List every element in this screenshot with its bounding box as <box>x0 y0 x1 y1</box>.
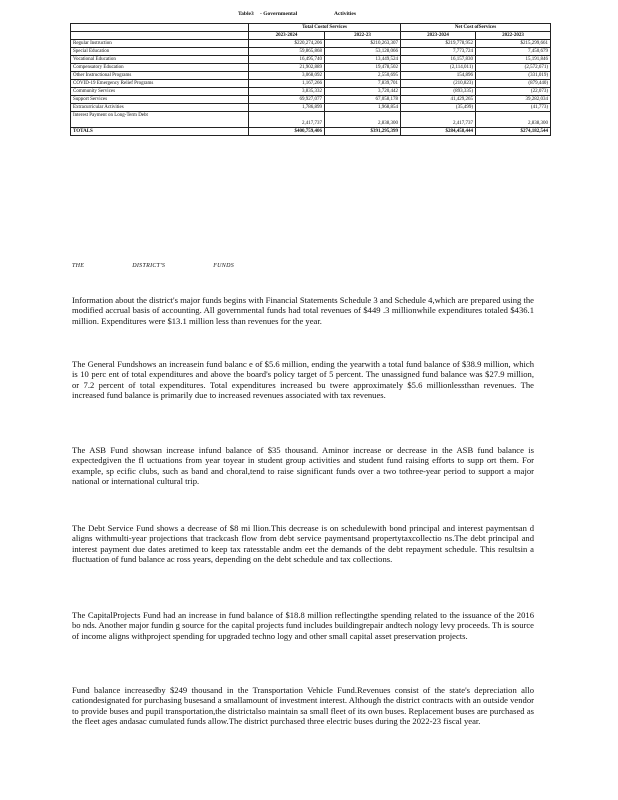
table-row <box>71 80 551 88</box>
paragraph-transportation-fund: Fund balance increasedby $249 thousand in the Transportation Vehicle Fund.Revenues consist of the state's depreciation allo cationdesignated for purchasing busesand a smallamount of investment interest. Although the district contracts with an outside vendor to provide buses and pupil transportation,the districtalso maintain sa small fleet of its own buses. Replacement buses are purchased as the fleet ages andasac cumulated funds allow.The district purchased three electric buses during the 2022-23 fiscal year. <box>72 684 534 727</box>
row-label: Compensatory Education <box>71 64 249 72</box>
cell-value: 2,838,300 <box>325 112 401 128</box>
year-header: 2022-2023 <box>476 32 551 40</box>
cell-value: 16,157,830 <box>401 56 476 64</box>
cell-value: 41,429,265 <box>401 96 476 104</box>
year-header: 2022-23 <box>325 32 401 40</box>
table-number: Table3 <box>238 11 254 17</box>
row-label: COVID-19 Emergency Relief Programs <box>71 80 249 88</box>
table-row <box>71 96 551 104</box>
row-label: Support Services <box>71 96 249 104</box>
table-year-header-row <box>71 32 551 40</box>
cell-value: 67,058,178 <box>325 96 401 104</box>
cell-value: 7,450,679 <box>476 48 551 56</box>
group-total-cost: Total Costof Services <box>249 24 401 32</box>
cell-value: (893,335) <box>401 88 476 96</box>
table-title-governmental: - Governmental <box>260 11 298 17</box>
cell-value: 15,191,846 <box>476 56 551 64</box>
cell-value: 3,835,332 <box>249 88 325 96</box>
table-row <box>71 104 551 112</box>
paragraph-debt-service-fund: The Debt Service Fund shows a decrease of $8 mi llion.This decrease is on schedulewith bond principal and interest paymentsan d aligns withmulti-year projections that trackcash flow from debt service paymentsand propertytaxcollectio ns.The debt principal and interest payment due dates aretimed to keep tax ratesstable andm eet the demands of the debt repayment schedule. This resultsin a fluctuation of fund balance ac ross years, depending on the debt schedule and tax collections. <box>72 522 534 565</box>
table-row <box>71 40 551 48</box>
cell-value: $220,274,206 <box>249 40 325 48</box>
cell-value: 2,550,695 <box>325 72 401 80</box>
row-label: Extracurricular Activities <box>71 104 249 112</box>
cell-value: 1,968,854 <box>325 104 401 112</box>
totals-row <box>71 128 551 136</box>
row-label: Special Education <box>71 48 249 56</box>
cell-value: 3,068,092 <box>249 72 325 80</box>
cell-value: 13,449,524 <box>325 56 401 64</box>
total-value: $274,182,544 <box>476 128 551 136</box>
cell-value: 1,786,899 <box>249 104 325 112</box>
table-title-activities: Activities <box>334 11 356 17</box>
cell-value: 2,838,300 <box>476 112 551 128</box>
heading-word: THE <box>72 263 85 269</box>
cell-value: $219,778,952 <box>401 40 476 48</box>
cell-value: 19,478,502 <box>325 64 401 72</box>
row-label: Interest Payment on Long-Term Debt <box>71 112 249 128</box>
cell-value: 7,839,701 <box>325 80 401 88</box>
cell-value: 154,896 <box>401 72 476 80</box>
cell-value: (35,499) <box>401 104 476 112</box>
row-label: Community Services <box>71 88 249 96</box>
table-row <box>71 48 551 56</box>
total-value: $391,295,399 <box>325 128 401 136</box>
governmental-activities-table <box>70 23 551 136</box>
cell-value: (41,773) <box>476 104 551 112</box>
cell-value: (331,019) <box>476 72 551 80</box>
paragraph-overview: Information about the district's major funds begins with Financial Statements Schedule 3 and Schedule 4,which are prepared using the modified accrual basis of accounting. All governmental funds had total revenues of $449 .3 millionwhile expenditures totaled $436.1 million. Expenditures were $13.1 million less than revenues for the year. <box>72 294 534 326</box>
cell-value: $210,263,307 <box>325 40 401 48</box>
cell-value: $215,299,661 <box>476 40 551 48</box>
cell-value: 2,417,737 <box>401 112 476 128</box>
table-row <box>71 72 551 80</box>
cell-value: (2,114,011) <box>401 64 476 72</box>
row-label: Vocational Education <box>71 56 249 64</box>
total-value: $284,458,444 <box>401 128 476 136</box>
cell-value: (879,440) <box>476 80 551 88</box>
table-group-header-row <box>71 24 551 32</box>
section-heading <box>72 263 282 269</box>
year-header: 2023-2024 <box>249 32 325 40</box>
total-value: $400,759,406 <box>249 128 325 136</box>
cell-value: (210,823) <box>401 80 476 88</box>
cell-value: 7,773,724 <box>401 48 476 56</box>
paragraph-general-fund: The General Fundshows an increasein fund balanc e of $5.6 million, ending the yearwith a total fund balance of $38.9 million, which is 10 perc ent of total expenditures and above the board's policy target of 5 percent. The unassigned fund balance was $27.9 million, or 7.2 percent of total expenditures. Total expenditures increased bu twere approximately $5.6 millionlessthan revenues. The increased fund balance is primarily due to increased revenues associated with tax revenues. <box>72 358 534 401</box>
year-header: 2023-2024 <box>401 32 476 40</box>
heading-word: DISTRICT'S <box>132 263 166 269</box>
cell-value: 1,167,266 <box>249 80 325 88</box>
table-row <box>71 112 551 128</box>
cell-value: 69,927,077 <box>249 96 325 104</box>
cell-value: 59,865,868 <box>249 48 325 56</box>
paragraph-capital-projects-fund: The CapitalProjects Fund had an increase in fund balance of $18.8 million reflectingthe spending related to the issuance of the 2016 bo nds. Another major fundin g source for the capital projects fund includes buildingrepair andtech nology levy proceeds. Th is source of income aligns withproject spending for upgraded techno logy and other small capital asset preservation projects. <box>72 609 534 641</box>
corner-cell <box>71 24 249 32</box>
heading-word: FUNDS <box>213 263 235 269</box>
cell-value: 53,128,066 <box>325 48 401 56</box>
table-caption <box>70 11 550 23</box>
cell-value: 3,720,442 <box>325 88 401 96</box>
cell-value: 39,282,034 <box>476 96 551 104</box>
row-label: Regular Instruction <box>71 40 249 48</box>
cell-value: 2,417,737 <box>249 112 325 128</box>
cell-value: 21,902,889 <box>249 64 325 72</box>
cell-value: (2,572,671) <box>476 64 551 72</box>
table-row <box>71 88 551 96</box>
totals-label: TOTALS <box>71 128 249 136</box>
table-row <box>71 56 551 64</box>
cell-value: (22,073) <box>476 88 551 96</box>
group-net-cost: Net Cost ofServices <box>401 24 551 32</box>
row-label: Other Instructional Programs <box>71 72 249 80</box>
corner-cell <box>71 32 249 40</box>
cell-value: 16,495,740 <box>249 56 325 64</box>
paragraph-asb-fund: The ASB Fund showsan increase infund balance of $35 thousand. Aminor increase or decrease in the ASB fund balance is expectedgiven the fl uctuations from year toyear in student group activities and student fund raising efforts to supp ort them. For example, sp ecific clubs, such as band and choral,tend to raise significant funds over a two tothree-year period to support a major national or international cultural trip. <box>72 444 534 487</box>
table-row <box>71 64 551 72</box>
